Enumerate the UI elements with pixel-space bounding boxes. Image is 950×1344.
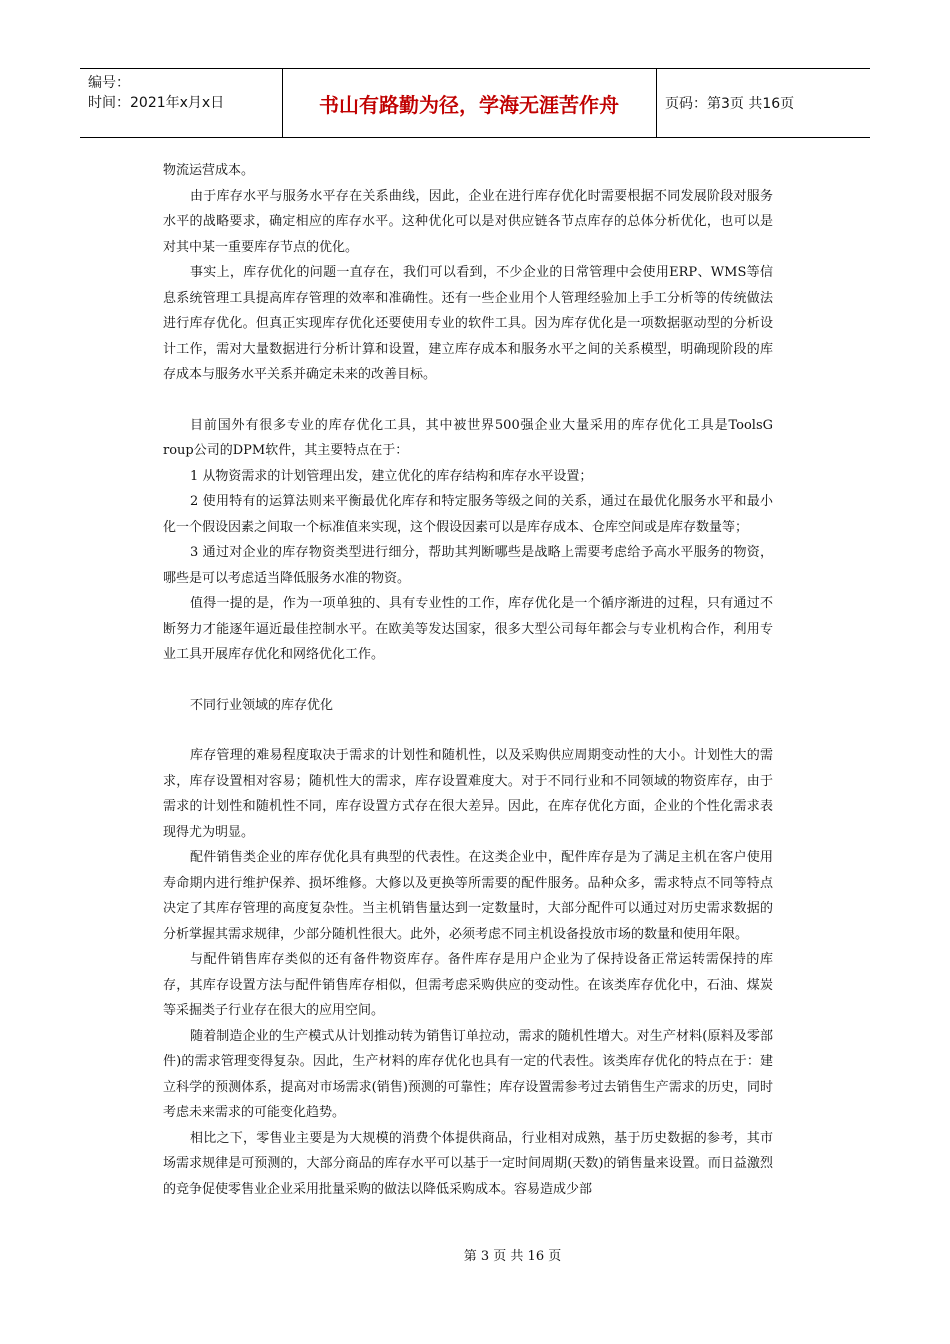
body-paragraph: 库存管理的难易程度取决于需求的计划性和随机性，以及采购供应周期变动性的大小。计划性大的需求，库存设置相对容易；随机性大的需求，库存设置难度大。对于不同行业和不同领域的物资库存，由于需求的计划性和随机性不同，库存设置方式存在很大差异。因此，在库存优化方面，企业的个性化需求表现得尤为明显。 — [163, 748, 773, 840]
header-date-label: 时间：2021年x月x日 — [88, 95, 225, 111]
body-paragraph: 配件销售类企业的库存优化具有典型的代表性。在这类企业中，配件库存是为了满足主机在客户使用寿命期内进行维护保养、损坏维修。大修以及更换等所需要的配件服务。品种众多，需求特点不同等特点决定了其库存管理的高度复杂性。当主机销售量达到一定数量时，大部分配件可以通过对历史需求数据的分析掌握其需求规律，少部分随机性很大。此外，必须考虑不同主机设备投放市场的数量和使用年限。 — [163, 850, 773, 942]
body-paragraph: 值得一提的是，作为一项单独的、具有专业性的工作，库存优化是一个循序渐进的过程，只有通过不断努力才能逐年逼近最佳控制水平。在欧美等发达国家，很多大型公司每年都会与专业机构合作，利用专业工具开展库存优化和网络优化工作。 — [163, 596, 773, 662]
body-paragraph: 目前国外有很多专业的库存优化工具，其中被世界500强企业大量采用的库存优化工具是ToolsG roup公司的DPM软件，其主要特点在于： — [163, 417, 773, 458]
body-paragraph: 2 使用特有的运算法则来平衡最优化库存和特定服务等级之间的关系，通过在最优化服务水平和最小化一个假设因素之间取一个标准值来实现，这个假设因素可以是库存成本、仓库空间或是库存数量等； — [163, 494, 773, 535]
page-footer — [0, 1245, 950, 1264]
body-paragraph: 事实上，库存优化的问题一直存在，我们可以看到，不少企业的日常管理中会使用ERP、WMS等信息系统管理工具提高库存管理的效率和准确性。还有一些企业用个人管理经验加上手工分析等的传统做法进行库存优化。但真正实现库存优化还要使用专业的软件工具。因为库存优化是一项数据驱动型的分析设计工作，需对大量数据进行分析计算和设置，建立库存成本和服务水平之间的关系模型，明确现阶段的库存成本与服务水平关系并确定未来的改善目标。 — [163, 265, 773, 382]
paragraph-spacer — [163, 668, 773, 693]
body-paragraph: 与配件销售库存类似的还有备件物资库存。备件库存是用户企业为了保持设备正常运转需保持的库存，其库存设置方法与配件销售库存相似，但需考虑采购供应的变动性。在该类库存优化中，石油、煤炭等采掘类子行业存在很大的应用空间。 — [163, 952, 773, 1018]
body-paragraph: 相比之下，零售业主要是为大规模的消费个体提供商品，行业相对成熟，基于历史数据的参考，其市场需求规律是可预测的，大部分商品的库存水平可以基于一定时间周期(天数)的销售量来设置。而日益激烈的竞争促使零售业企业采用批量采购的做法以降低采购成本。容易造成少部 — [163, 1130, 773, 1197]
body-paragraph: 不同行业领域的库存优化 — [190, 697, 334, 713]
paragraph-spacer — [163, 718, 773, 743]
page-header — [80, 68, 870, 138]
header-number-label: 编号： — [88, 75, 130, 91]
header-left-cell — [80, 69, 283, 137]
body-paragraph: 物流运营成本。 — [163, 163, 255, 178]
document-body — [163, 158, 773, 1202]
body-paragraph: 由于库存水平与服务水平存在关系曲线，因此，企业在进行库存优化时需要根据不同发展阶段对服务水平的战略要求，确定相应的库存水平。这种优化可以是对供应链各节点库存的总体分析优化，也可以是对其中某一重要库存节点的优化。 — [163, 188, 773, 255]
body-paragraph: 随着制造企业的生产模式从计划推动转为销售订单拉动，需求的随机性增大。对生产材料(原料及零部件)的需求管理变得复杂。因此，生产材料的库存优化也具有一定的代表性。该类库存优化的特点在于：建立科学的预测体系，提高对市场需求(销售)预测的可靠性；库存设置需参考过去销售生产需求的历史，同时考虑未来需求的可能变化趋势。 — [163, 1028, 773, 1120]
body-paragraph: 1 从物资需求的计划管理出发，建立优化的库存结构和库存水平设置； — [190, 468, 593, 484]
paragraph-spacer — [163, 388, 773, 413]
footer-page-number: 第 3 页 共 16 页 — [463, 1249, 562, 1264]
header-page-label: 页码：第3页 共16页 — [665, 96, 795, 112]
body-paragraph: 3 通过对企业的库存物资类型进行细分，帮助其判断哪些是战略上需要考虑给予高水平服务的物资，哪些是可以考虑适当降低服务水准的物资。 — [163, 545, 773, 586]
header-motto: 书山有路勤为径，学海无涯苦作舟 — [282, 69, 657, 137]
